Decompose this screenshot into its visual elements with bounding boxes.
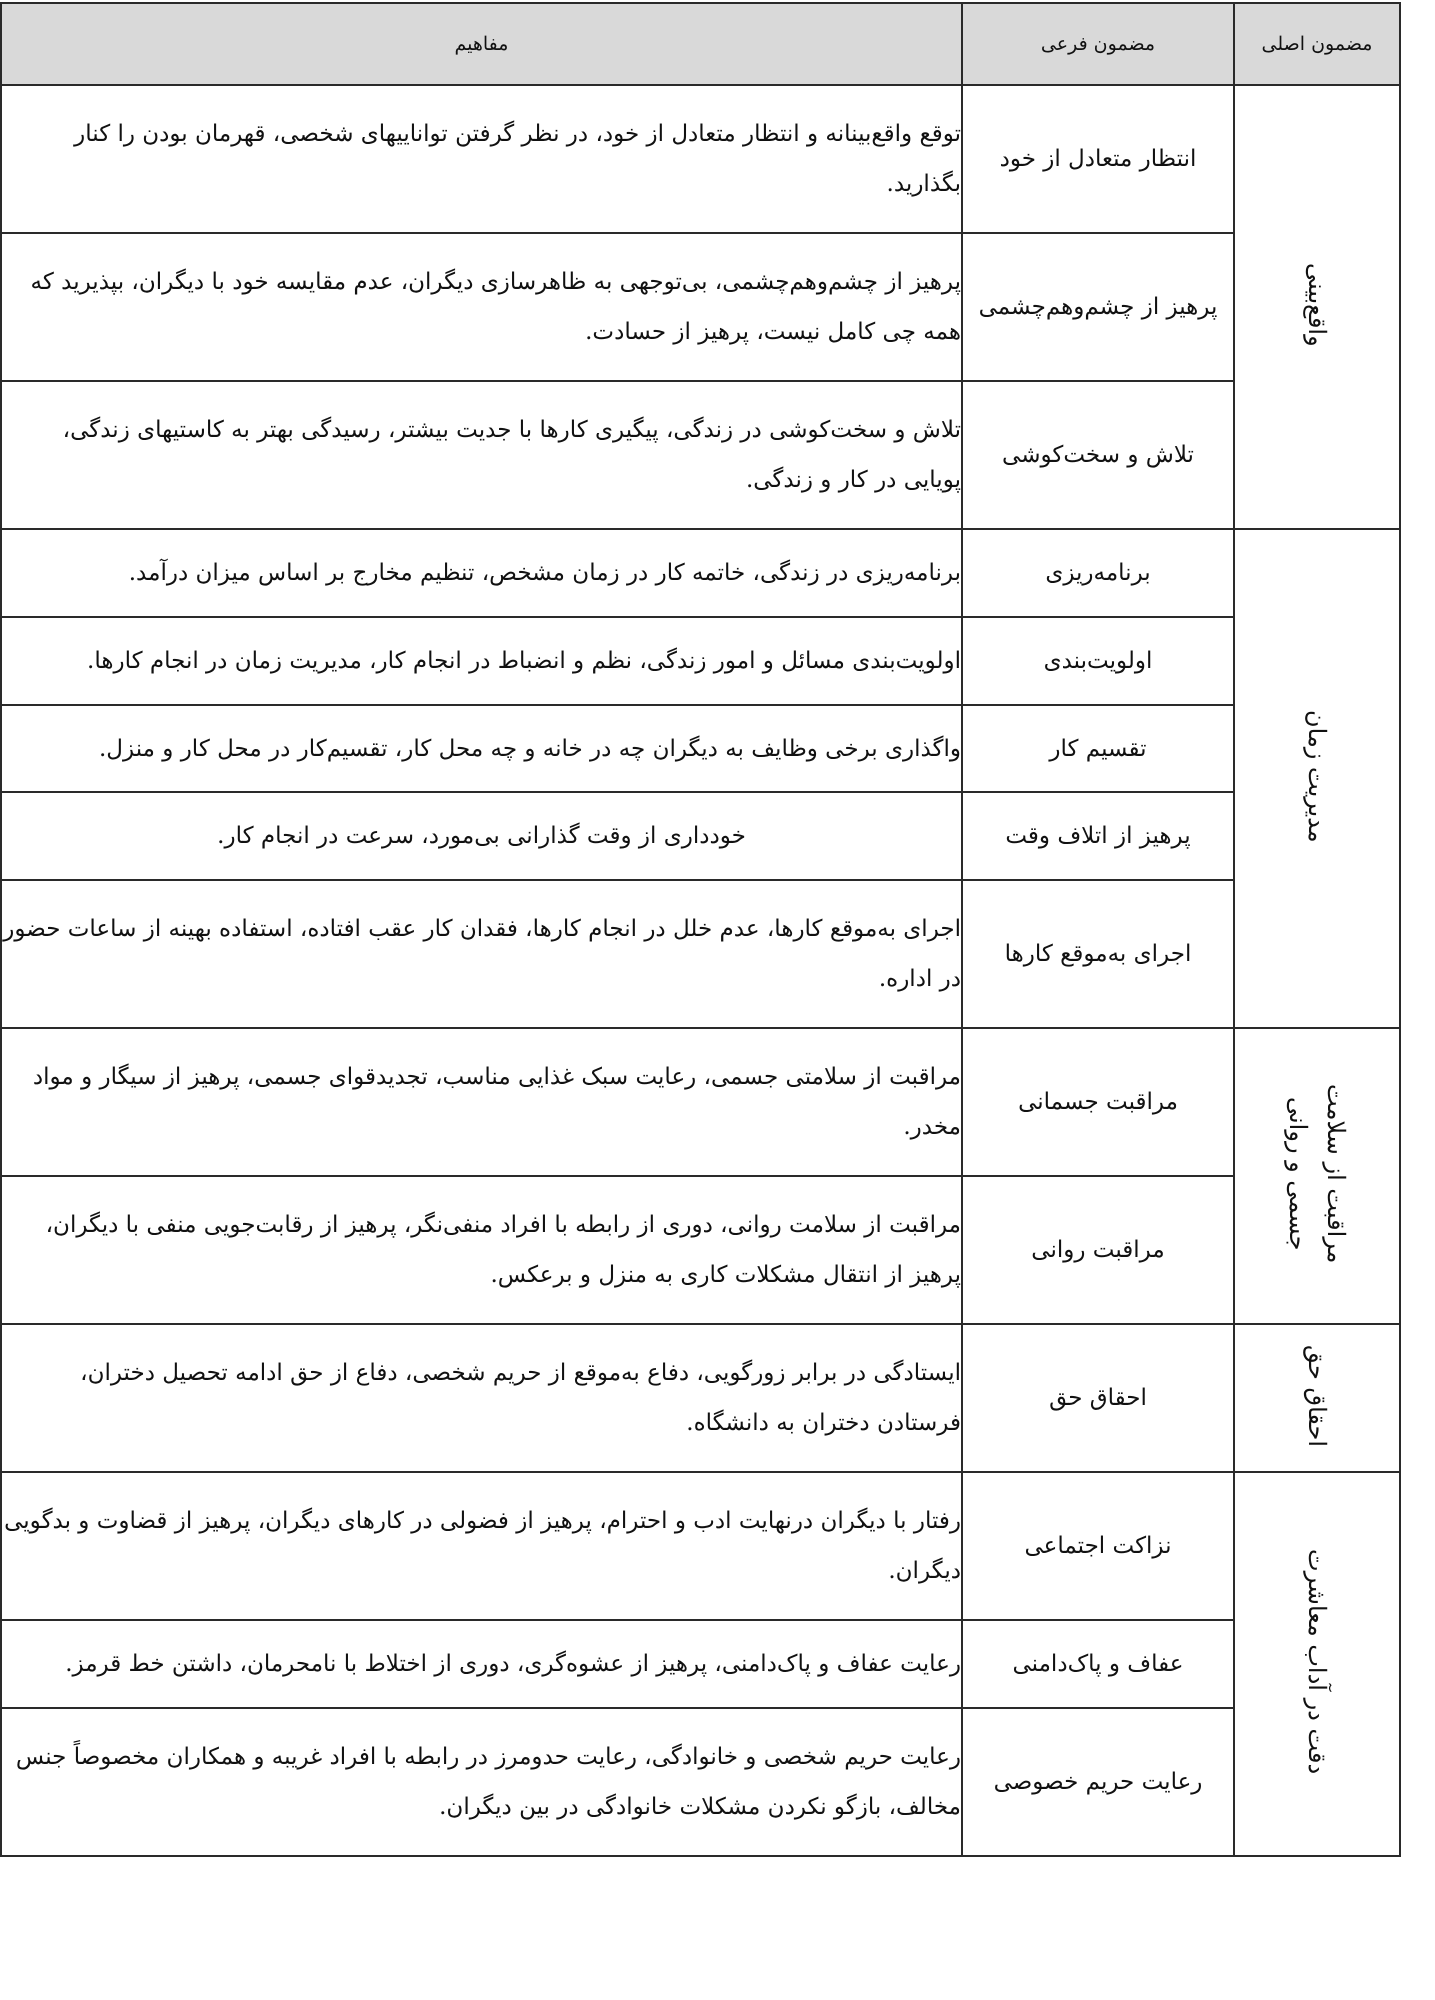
header-row <box>1 3 1400 85</box>
sub-theme-cell: انتظار متعادل از خود <box>962 85 1234 233</box>
sub-theme-cell: تقسیم کار <box>962 705 1234 792</box>
concepts-cell: اجرای به‌موقع کارها، عدم خلل در انجام کارها، فقدان کار عقب افتاده، استفاده بهینه از ساعات حضور در اداره. <box>1 880 962 1028</box>
concepts-cell: ایستادگی در برابر زورگویی، دفاع به‌موقع از حریم شخصی، دفاع از حق ادامه تحصیل دختران، فرستادن دختران به دانشگاه. <box>1 1324 962 1472</box>
table-row <box>1 1708 1400 1856</box>
concepts-cell: رعایت حریم شخصی و خانوادگی، رعایت حدومرز در رابطه با افراد غریبه و همکاران مخصوصاً جنس مخالف، بازگو نکردن مشکلات خانوادگی در بین دیگران. <box>1 1708 962 1856</box>
sub-theme-cell: پرهیز از چشم‌وهم‌چشمی <box>962 233 1234 381</box>
table-row <box>1 880 1400 1028</box>
main-theme-label: احقاق حق <box>1303 1344 1331 1448</box>
themes-table <box>0 2 1401 1857</box>
main-theme-label: واقع‌بینی <box>1303 263 1331 347</box>
concepts-cell: رعایت عفاف و پاک‌دامنی، پرهیز از عشوه‌گری، دوری از اختلاط با نامحرمان، داشتن خط قرمز. <box>1 1620 962 1708</box>
main-theme-cell <box>1234 1324 1400 1472</box>
table-row <box>1 1620 1400 1708</box>
header-sub-theme: مضمون فرعی <box>962 3 1234 85</box>
main-theme-cell <box>1234 1472 1400 1856</box>
sub-theme-cell: نزاکت اجتماعی <box>962 1472 1234 1620</box>
sub-theme-cell: پرهیز از اتلاف وقت <box>962 792 1234 880</box>
header-concepts: مفاهیم <box>1 3 962 85</box>
main-theme-label: مدیریت زمان <box>1303 710 1331 843</box>
concepts-cell: مراقبت از سلامت روانی، دوری از رابطه با افراد منفی‌نگر، پرهیز از رقابت‌جویی منفی با دیگران، پرهیز از انتقال مشکلات کاری به منزل و برعکس. <box>1 1176 962 1324</box>
table-row <box>1 617 1400 705</box>
sub-theme-cell: برنامه‌ریزی <box>962 529 1234 617</box>
main-theme-cell <box>1234 1028 1400 1324</box>
sub-theme-cell: مراقبت جسمانی <box>962 1028 1234 1176</box>
sub-theme-cell: اولویت‌بندی <box>962 617 1234 705</box>
main-theme-cell <box>1234 85 1400 529</box>
table-row <box>1 705 1400 792</box>
sub-theme-cell: مراقبت روانی <box>962 1176 1234 1324</box>
sub-theme-cell: اجرای به‌موقع کارها <box>962 880 1234 1028</box>
header-main-theme: مضمون اصلی <box>1234 3 1400 85</box>
sub-theme-cell: رعایت حریم خصوصی <box>962 1708 1234 1856</box>
sub-theme-cell: عفاف و پاک‌دامنی <box>962 1620 1234 1708</box>
concepts-cell: مراقبت از سلامتی جسمی، رعایت سبک غذایی مناسب، تجدیدقوای جسمی، پرهیز از سیگار و مواد مخدر. <box>1 1028 962 1176</box>
table-row <box>1 1324 1400 1472</box>
concepts-cell: رفتار با دیگران درنهایت ادب و احترام، پرهیز از فضولی در کارهای دیگران، پرهیز از قضاوت و بدگویی دیگران. <box>1 1472 962 1620</box>
concepts-cell: برنامه‌ریزی در زندگی، خاتمه کار در زمان مشخص، تنظیم مخارج بر اساس میزان درآمد. <box>1 529 962 617</box>
concepts-cell: تلاش و سخت‌کوشی در زندگی، پیگیری کارها با جدیت بیشتر، رسیدگی بهتر به کاستیهای زندگی، پویایی در کار و زندگی. <box>1 381 962 529</box>
main-theme-label: دقت در آداب معاشرت <box>1303 1549 1331 1775</box>
concepts-cell: واگذاری برخی وظایف به دیگران چه در خانه و چه محل کار، تقسیم‌کار در محل کار و منزل. <box>1 705 962 792</box>
table-row <box>1 233 1400 381</box>
main-theme-label: مراقبت از سلامت جسمی و روانی <box>1284 1084 1350 1264</box>
table-row <box>1 1176 1400 1324</box>
table-row <box>1 792 1400 880</box>
main-theme-cell <box>1234 529 1400 1028</box>
table-row <box>1 85 1400 233</box>
sub-theme-cell: تلاش و سخت‌کوشی <box>962 381 1234 529</box>
concepts-cell: توقع واقع‌بینانه و انتظار متعادل از خود، در نظر گرفتن تواناییهای شخصی، قهرمان بودن را کنار بگذارید. <box>1 85 962 233</box>
table-row <box>1 529 1400 617</box>
table-row <box>1 1028 1400 1176</box>
concepts-cell: اولویت‌بندی مسائل و امور زندگی، نظم و انضباط در انجام کار، مدیریت زمان در انجام کارها. <box>1 617 962 705</box>
sub-theme-cell: احقاق حق <box>962 1324 1234 1472</box>
concepts-cell: پرهیز از چشم‌وهم‌چشمی، بی‌توجهی به ظاهرسازی دیگران، عدم مقایسه خود با دیگران، بپذیرید که همه چی کامل نیست، پرهیز از حسادت. <box>1 233 962 381</box>
concepts-cell: خودداری از وقت گذارانی بی‌مورد، سرعت در انجام کار. <box>1 792 962 880</box>
table-row <box>1 381 1400 529</box>
table-row <box>1 1472 1400 1620</box>
